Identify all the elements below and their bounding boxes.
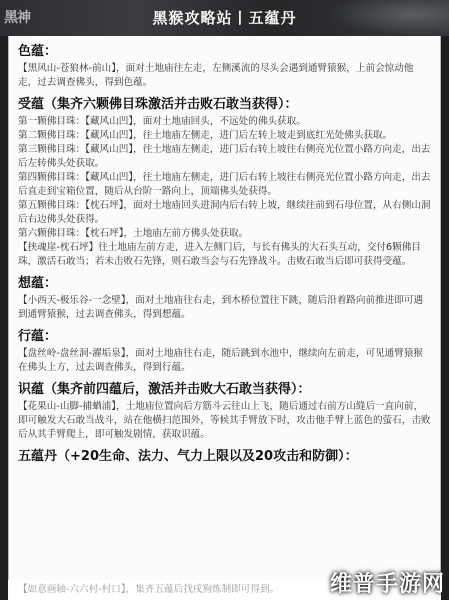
- section-text: 第六颗佛目珠：【枕石坪】，土地庙左前方佛头处获取。: [18, 228, 249, 239]
- section-text: 【盘丝岭-盘丝洞-濯垢泉】，面对土地庙往右走，随后跳到水池中，继续向左前走，可见通臂猿猴在佛头上方，过去调查佛头，得到行蕴。: [18, 348, 424, 373]
- guide-section: [18, 447, 431, 467]
- section-heading: 想蕴：: [18, 276, 58, 291]
- guide-section: [18, 380, 431, 442]
- section-heading: 五蕴丹（+20生命、法力、气力上限以及20攻击和防御）：: [18, 449, 358, 464]
- guide-section: [18, 42, 431, 90]
- section-text: 第四颗佛目珠：【藏风山凹】，往土地庙左侧走，进门后右转上坡往右侧亮光位置小路方向走，出去后直走到宝箱位置，随后从台阶一路向上，顶端佛头处获得。: [18, 172, 431, 197]
- header-banner: [0, 0, 449, 36]
- section-text: 【小西天-极乐谷-一念壁】，面对土地庙往右走，到木桥位置往下跳，随后沿着路向前推进即可遇到通臂猿猴，过去调查佛头，得到想蕴。: [18, 295, 424, 320]
- guide-section: [18, 95, 431, 269]
- section-text: 第二颗佛目珠：【藏风山凹】，往土地庙左侧走，进门后左转上坡走到底红光处佛头获取。: [18, 130, 393, 141]
- guide-section: [18, 274, 431, 322]
- page-title: 黑猴攻略站丨五蕴丹: [152, 9, 297, 27]
- game-logo: 黑神: [4, 10, 30, 26]
- section-text: 第三颗佛目珠：【藏风山凹】，往土地庙左侧走，进门后右转上坡往右侧亮光位置小路方向走，出去后左转佛头处获取。: [18, 144, 431, 169]
- section-text: 【花果山-山脚-捕蝤浦】，土地庙位置向后方筋斗云往山上飞，随后通过右前方山缝后一直向前，即可触发大石敢当战斗，站在他横扫范围外，等候其手臂放下时，攻击他手臂上蓝色的萤石，击败后从其手臂爬上，即可触发剧情，获取识蕴。: [18, 401, 431, 440]
- guide-section: [18, 327, 431, 375]
- section-heading: 识蕴（集齐前四蕴后，激活并击败大石敢当获得）：: [18, 382, 311, 397]
- article-content: [8, 36, 441, 600]
- section-heading: 色蕴：: [18, 44, 58, 59]
- section-text: 第一颗佛目珠：【藏风山凹】，面对土地庙回头，不远处的佛头获取。: [18, 116, 306, 127]
- site-watermark: 维普手游网: [329, 572, 445, 597]
- section-heading: 行蕴：: [18, 329, 58, 344]
- footer-caption: 【如意画轴-六六村-村口】，集齐五蕴后找戌狗炼制即可得到。: [8, 580, 441, 600]
- section-text: 【黑风山-苍狼林-前山】，面对土地庙往左走，左侧溪流的尽头会遇到通臂猿猴，上前会惊动他走，过去调查佛头，得到色蕴。: [18, 63, 414, 88]
- section-text: 第五颗佛目珠：【枕石坪】，面对土地庙回头进洞内后右转上坡，继续往前到石母位置，从右侧山洞后右边佛头处获得。: [18, 200, 431, 225]
- section-heading: 受蕴（集齐六颗佛目珠激活并击败石敢当获得）：: [18, 97, 298, 112]
- section-text: 【挟魂崖-枕石坪】往土地庙左前方走，进入左侧门后，与长有佛头的大石头互动，交付6颗佛目珠，激活石敢当；若未击败石先锋，则石敢当会与石先锋战斗。击败石敢当后即可获得受蕴。: [18, 242, 421, 267]
